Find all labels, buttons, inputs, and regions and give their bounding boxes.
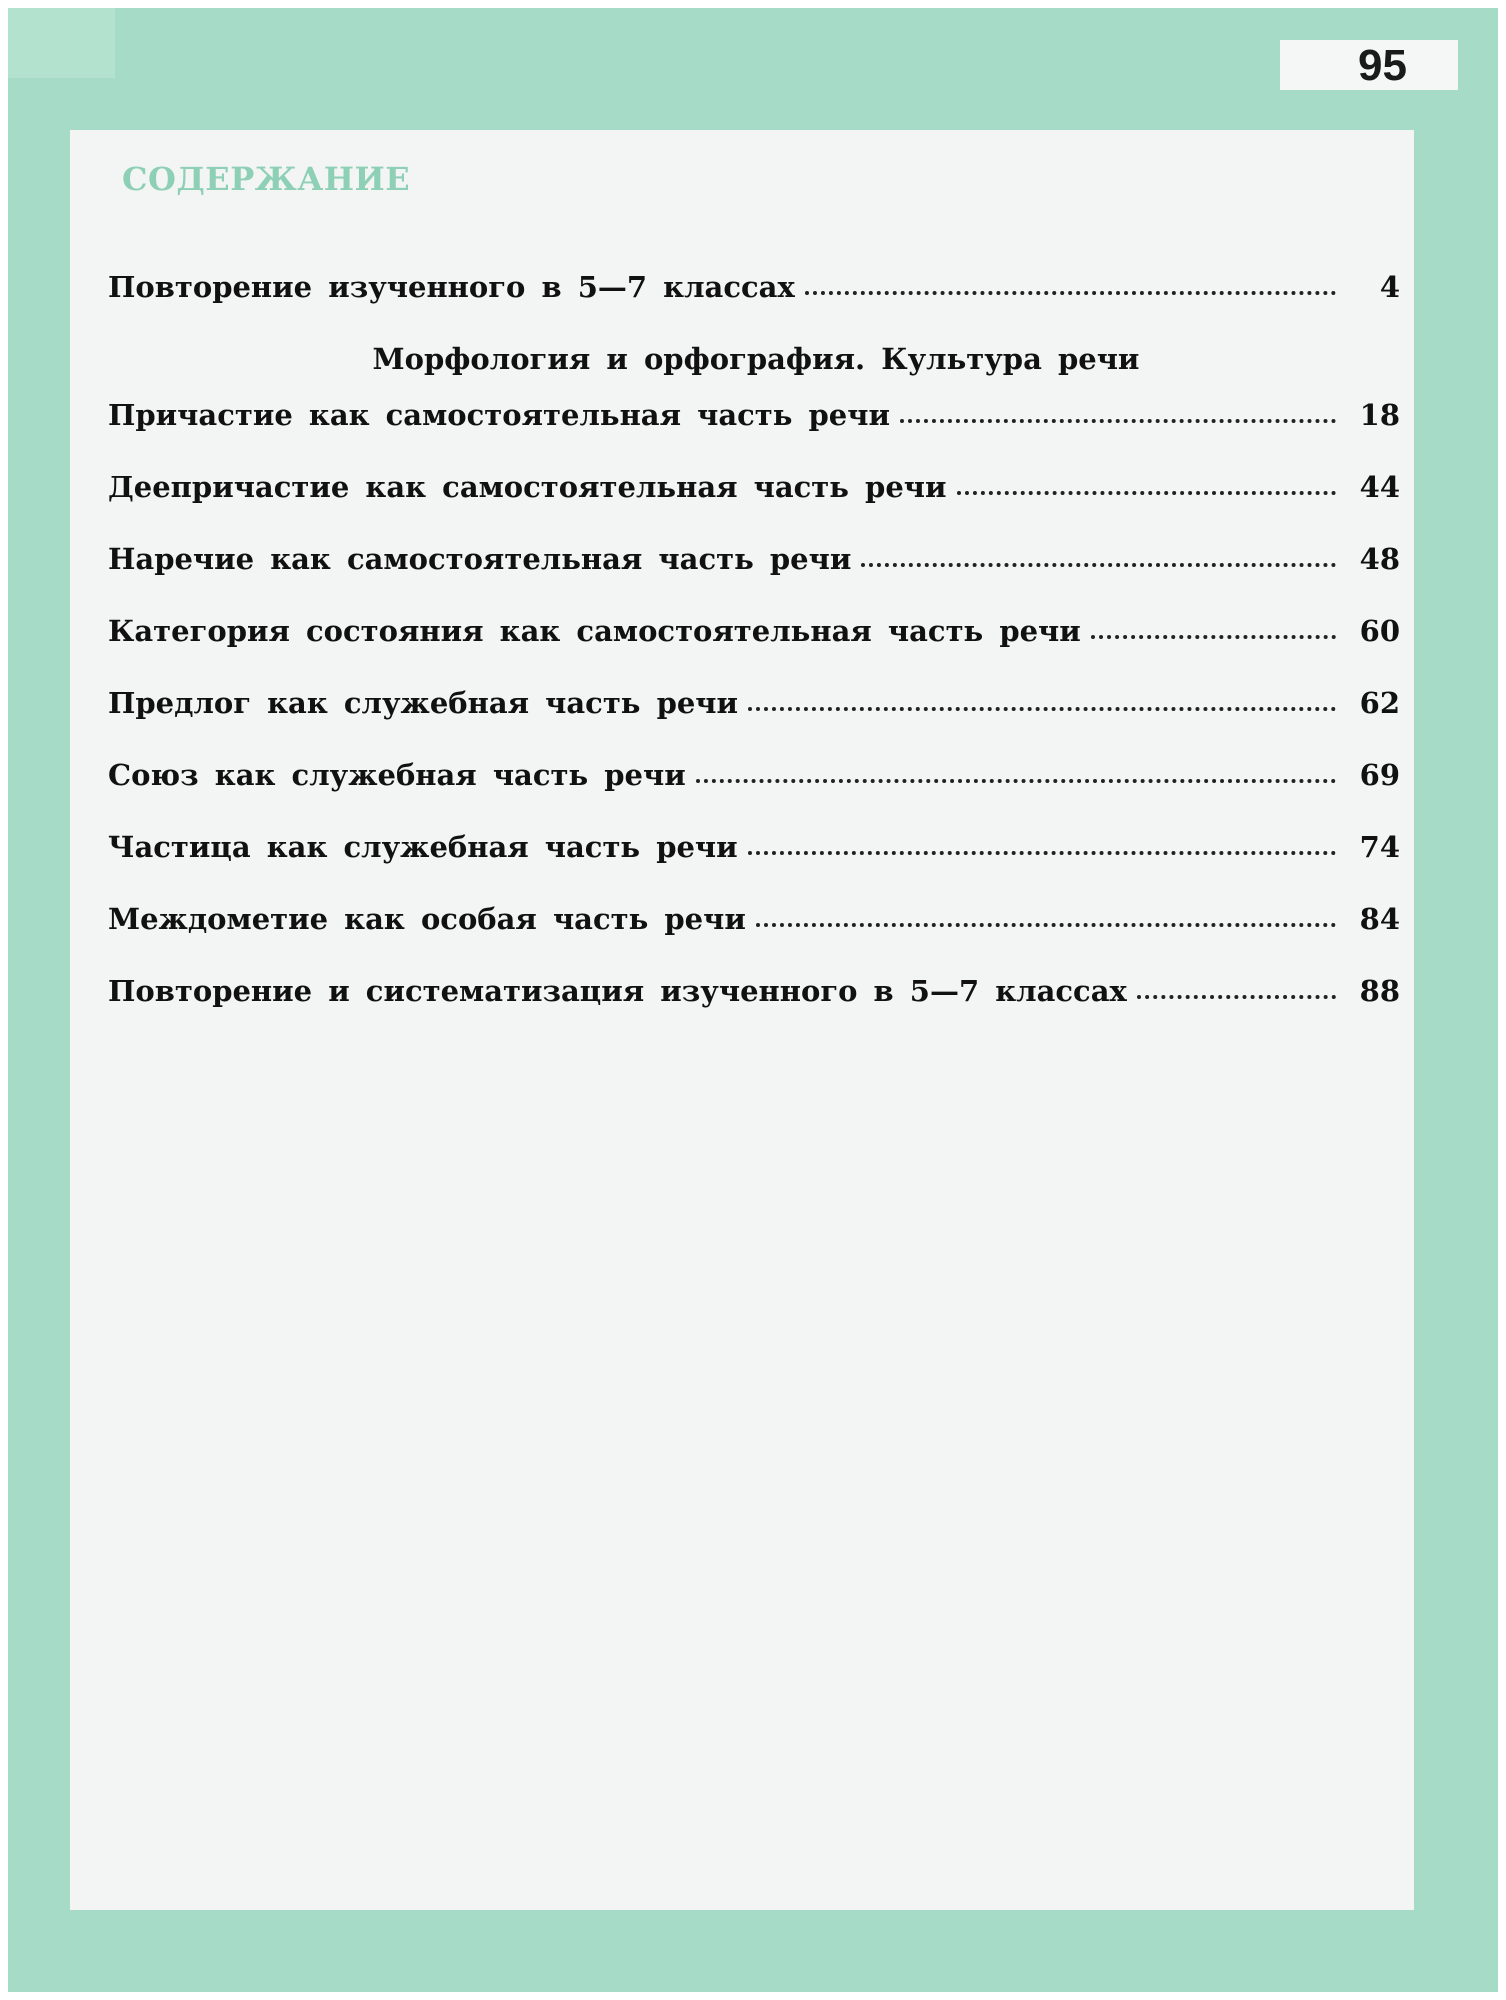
toc-entry-title: Предлог как служебная часть речи (108, 686, 739, 720)
dot-leader (748, 706, 1336, 711)
dot-leader (696, 778, 1336, 783)
dot-leader (1091, 634, 1336, 639)
content-panel (70, 130, 1414, 1910)
toc-entry (108, 614, 1400, 662)
toc-entry-title: Деепричастие как самостоятельная часть речи (108, 470, 947, 504)
top-strip (8, 8, 115, 78)
toc-entry (108, 902, 1400, 950)
toc-entry (108, 398, 1400, 446)
toc-entry-title: Частица как служебная часть речи (108, 830, 738, 864)
toc-entry-page: 18 (1359, 398, 1400, 432)
toc-entry-title: Междометие как особая часть речи (108, 902, 746, 936)
toc-entry-title: Причастие как самостоятельная часть речи (108, 398, 890, 432)
toc-entry (108, 542, 1400, 590)
toc-entry-page: 44 (1359, 470, 1400, 504)
toc-entry-title: Наречие как самостоятельная часть речи (108, 542, 852, 576)
toc-entry-page: 84 (1359, 902, 1400, 936)
toc-entry-page: 60 (1359, 614, 1400, 648)
dot-leader (756, 922, 1336, 927)
page-number: 95 (1358, 41, 1407, 90)
section-heading: Морфология и орфография. Культура речи (372, 342, 1140, 376)
dot-leader (957, 490, 1336, 495)
dot-leader (805, 290, 1336, 295)
toc-entry (108, 470, 1400, 518)
toc-entry (108, 686, 1400, 734)
toc-entry-page: 74 (1359, 830, 1400, 864)
dot-leader (1137, 994, 1336, 999)
toc-heading: СОДЕРЖАНИЕ (122, 160, 411, 198)
toc-entry (108, 758, 1400, 806)
toc-entry (108, 830, 1400, 878)
toc-entry-title: Повторение и систематизация изученного в 5—7 классах (108, 974, 1127, 1008)
toc-entry-title: Союз как служебная часть речи (108, 758, 686, 792)
toc-entry-title: Категория состояния как самостоятельная часть речи (108, 614, 1081, 648)
toc-entry (108, 270, 1400, 318)
dot-leader (748, 850, 1336, 855)
page (8, 8, 1498, 1992)
toc-entry-page: 4 (1379, 270, 1400, 304)
dot-leader (861, 562, 1336, 567)
toc-entry-title: Повторение изученного в 5—7 классах (108, 270, 795, 304)
dot-leader (900, 418, 1336, 423)
toc-entry-page: 48 (1359, 542, 1400, 576)
toc-entry-page: 62 (1359, 686, 1400, 720)
toc-entry (108, 974, 1400, 1022)
toc-entry-page: 69 (1359, 758, 1400, 792)
toc-entry-page: 88 (1359, 974, 1400, 1008)
